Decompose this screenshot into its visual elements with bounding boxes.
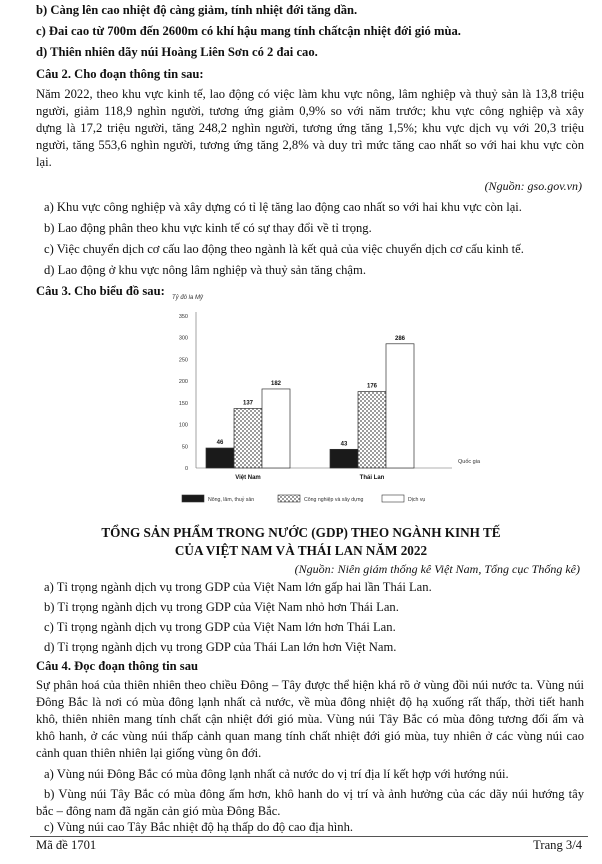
bar-value-label: 43 [340,441,348,448]
passage-line: Sự phân hoá của thiên nhiên theo chiều Đông – Tây được thể hiện khá rõ ở vùng đồi núi nước ta. Vùng núi [36,678,584,692]
gdp-bar-chart [0,288,602,518]
statement-line: bắc – đông nam đã ngăn cản gió mùa Đông Bắc. [36,804,281,818]
y-tick-label: 300 [178,335,188,342]
chart-title: TỔNG SẢN PHẨM TRONG NƯỚC (GDP) THEO NGÀNH KINH TẾ [101,525,501,540]
chart-source: (Nguồn: Niên giám thống kê Việt Nam, Tổng cục Thống kê) [294,562,580,576]
statement-line: b) Vùng núi Tây Bắc có mùa đông ấm hơn, khô hanh do vị trí và ảnh hưởng của các dãy núi hướng tây [44,787,584,801]
statement-a: a) Khu vực công nghiệp và xây dựng có tỉ lệ tăng lao động cao nhất so với hai khu vực còn lại. [44,200,522,214]
statement-d: d) Lao động ở khu vực nông lâm nghiệp và thuỷ sản tăng chậm. [44,263,366,277]
passage-line: người, tăng 553,6 nghìn người, tương ứng tăng 2,8% và duy trì mức tăng cao nhất so với hai khu vực còn [36,138,584,152]
legend-swatch [182,495,204,502]
bar [358,392,386,468]
statement-a: a) Tỉ trọng ngành dịch vụ trong GDP của Việt Nam lớn gấp hai lần Thái Lan. [44,580,432,594]
y-tick-label: 250 [178,357,188,364]
legend-swatch [382,495,404,502]
bar [234,409,262,468]
bar-value-label: 286 [394,335,406,342]
passage-line: khô, thiên nhiên mang tính chất cận nhiệt đới gió mùa. Vùng núi Tây Bắc có mùa đông tương đối ấm và [36,712,584,726]
category-label: Việt Nam [235,475,261,481]
y-tick-label: 200 [178,379,188,386]
statement-b [36,786,584,820]
question-2-passage [36,86,584,171]
bar [330,449,358,468]
bar [386,344,414,468]
bar-value-label: 176 [366,383,378,390]
passage-line: Đông Bắc là nơi có mùa đông lạnh nhất cả nước, về mùa đông nhiệt độ hạ xuống rất thấp, thời tiết hanh [36,695,584,709]
statement-c: c) Vùng núi cao Tây Bắc nhiệt độ hạ thấp do độ cao địa hình. [44,820,354,834]
statement-c: c) Đai cao từ 700m đến 2600m có khí hậu mang tính chấtcận nhiệt đới gió mùa. [36,24,461,38]
statement-b: b) Lao động phân theo khu vực kinh tế có sự thay đổi về tỉ trọng. [44,221,372,235]
passage-line: dựng là 17,2 triệu người, tăng 248,2 nghìn người, tương ứng tăng 1,5%; khu vực dịch vụ với 20,3 triệu [36,121,584,135]
footer-divider [30,836,588,837]
statement-b: b) Tỉ trọng ngành dịch vụ trong GDP của Việt Nam nhỏ hơn Thái Lan. [44,600,399,614]
x-axis-label: Quốc gia [458,459,481,465]
bar [206,448,234,468]
statement-c: c) Tỉ trọng ngành dịch vụ trong GDP của Việt Nam lớn hơn Thái Lan. [44,620,396,634]
y-tick-label: 0 [184,466,188,472]
bar-value-label: 182 [270,380,282,387]
legend-swatch [278,495,300,502]
y-tick-label: 100 [178,422,188,429]
passage-line: khô hanh, ở các vùng núi thấp cảnh quan mang tính chất nhiệt đới gió mùa, tuy nhiên ở các vùng núi cao [36,729,584,743]
legend-label: Nông, lâm, thuỷ sản [208,497,255,503]
passage-line: người, giảm 118,9 nghìn người, tương ứng giảm 0,9% so với năm trước; khu vực công nghiệp và xây [36,104,584,118]
passage-line: cảnh quan thiên nhiên lại giống vùng ôn đới. [36,746,262,760]
statement-a: a) Vùng núi Đông Bắc có mùa đông lạnh nhất cả nước do vị trí địa lí kết hợp với hướng núi. [44,767,509,781]
chart-subtitle: CỦA VIỆT NAM VÀ THÁI LAN NĂM 2022 [174,543,428,558]
y-tick-label: 150 [178,400,188,407]
passage-line: Năm 2022, theo khu vực kinh tế, lao động có việc làm khu vực nông, lâm nghiệp và thuỷ sản là 13,8 triệu [36,87,584,101]
bar-value-label: 46 [216,440,224,447]
question-3-heading: Câu 3. Cho biểu đồ sau: [36,284,165,298]
statement-d: d) Thiên nhiên dãy núi Hoàng Liên Sơn có 2 đai cao. [36,45,318,59]
passage-line: lại. [36,155,52,169]
bar-value-label: 137 [242,400,254,407]
y-axis-label: Tỷ đô la Mỹ [172,295,204,301]
exam-code: Mã đề 1701 [36,838,97,852]
legend-label: Dịch vụ [408,497,426,503]
legend-label: Công nghiệp và xây dựng [304,497,364,503]
question-2-source: (Nguồn: gso.gov.vn) [484,179,582,193]
statement-c: c) Việc chuyển dịch cơ cấu lao động theo ngành là kết quả của việc chuyển dịch cơ cấu kinh tế. [44,242,524,256]
bar [262,389,290,468]
question-4-passage [36,677,584,762]
category-label: Thái Lan [359,475,385,481]
question-4-heading: Câu 4. Đọc đoạn thông tin sau [36,659,199,673]
y-tick-label: 350 [178,314,188,320]
page-number: Trang 3/4 [533,838,582,852]
statement-d: d) Tỉ trọng ngành dịch vụ trong GDP của Thái Lan lớn hơn Việt Nam. [44,640,397,654]
y-tick-label: 50 [181,444,188,451]
question-2-heading: Câu 2. Cho đoạn thông tin sau: [36,67,204,81]
statement-b: b) Càng lên cao nhiệt độ càng giảm, tính nhiệt đới tăng dần. [36,3,358,17]
